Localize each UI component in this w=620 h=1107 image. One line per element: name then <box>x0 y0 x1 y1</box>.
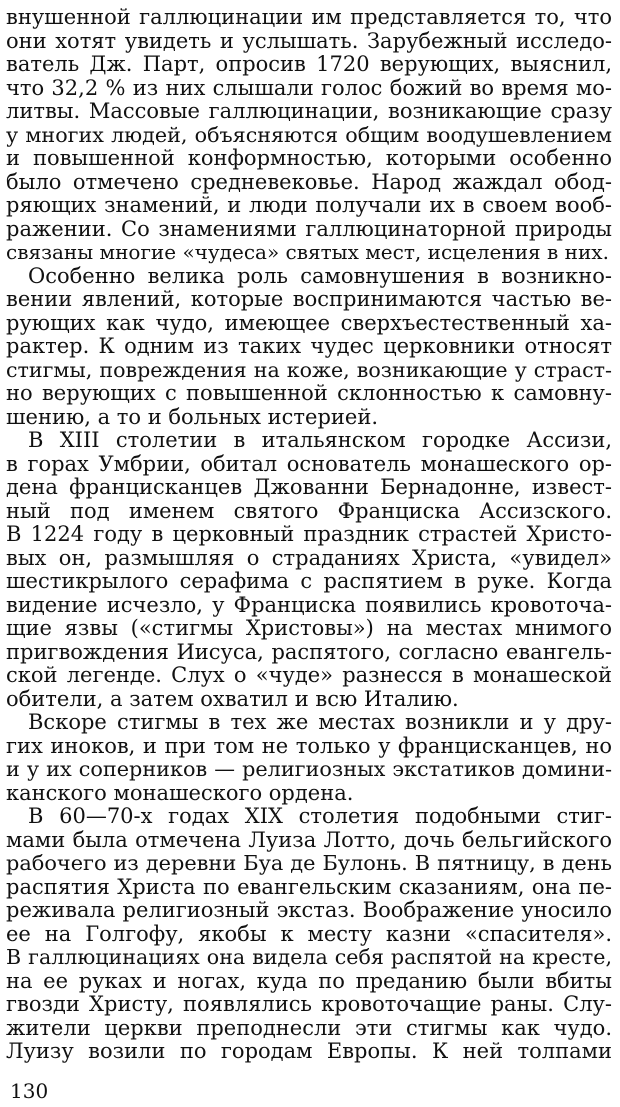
text-line: они хотят увидеть и услышать. Зарубежный исследо- <box>6 28 612 53</box>
text-line: ный под именем святого Франциска Ассизского. <box>6 498 612 523</box>
text-line: внушенной галлюцинации им представляется то, что <box>6 5 612 29</box>
text-line: ской легенде. Слух о «чуде» разнесся в монашеской <box>6 663 612 687</box>
text-line: было отмечено средневековье. Народ жаждал обод- <box>6 169 612 194</box>
text-line: у многих людей, объясняются общим воодушевлением <box>6 122 612 147</box>
text-line: реживала религиозный экстаз. Воображение уносило <box>6 898 612 922</box>
text-line: ватель Дж. Парт, опросив 1720 верующих, выяснил, <box>6 52 612 76</box>
text-line: рующих как чудо, имеющее сверхъестественный ха- <box>6 310 612 335</box>
book-page <box>6 4 612 1104</box>
text-line: видение исчезло, у Франциска появились кровоточа- <box>6 592 612 617</box>
text-line: и у их соперников — религиозных экстатиков домини- <box>6 757 612 781</box>
text-line: Вскоре стигмы в тех же местах возникли и у дру- <box>28 710 612 734</box>
text-line: стигмы, повреждения на коже, возникающие у страст- <box>6 357 612 382</box>
text-line: ее на Голгофу, якобы к месту казни «спасителя». <box>6 921 612 946</box>
text-line: литвы. Массовые галлюцинации, возникающие сразу <box>6 99 612 123</box>
text-line: В галлюцинациях она видела себя распятой на кресте, <box>6 945 612 969</box>
text-line: на ее руках и ногах, куда по преданию были вбиты <box>6 968 612 993</box>
text-line: что 32,2 % из них слышали голос божий во время мо- <box>6 75 612 100</box>
text-line: В XIII столетии в итальянском городке Ассизи, <box>28 428 612 452</box>
text-line: ражении. Со знамениями галлюцинаторной природы <box>6 216 612 241</box>
page-number: 130 <box>10 1079 49 1103</box>
text-line: гвозди Христу, появлялись кровоточащие раны. Слу- <box>6 992 612 1016</box>
text-line: распятия Христа по евангельским сказаниям, она пе- <box>6 874 612 899</box>
text-line: пригвождения Иисуса, распятого, согласно евангель- <box>6 639 612 664</box>
text-line: В 1224 году в церковный праздник страстей Христо- <box>6 522 612 546</box>
text-line: рактер. К одним из таких чудес церковники относят <box>6 334 612 358</box>
text-line: Луизу возили по городам Европы. К ней толпами <box>6 1039 612 1063</box>
text-line: вых он, размышляя о страданиях Христа, «увидел» <box>6 545 612 570</box>
text-line: связаны многие «чудеса» святых мест, исцеления в них. <box>6 240 609 264</box>
text-line: ряющих знамений, и люди получали их в своем вооб- <box>6 193 612 217</box>
text-line: вении явлений, которые воспринимаются частью ве- <box>6 287 612 311</box>
text-line: в горах Умбрии, обитал основатель монашеского ор- <box>6 451 612 476</box>
text-line: и повышенной конформностью, которыми особенно <box>6 146 612 170</box>
text-line: шестикрылого серафима с распятием в руке. Когда <box>6 569 612 593</box>
text-line: жители церкви преподнесли эти стигмы как чудо. <box>6 1015 612 1040</box>
text-line: щие язвы («стигмы Христовы») на местах мнимого <box>6 616 612 640</box>
text-line: рабочего из деревни Буа де Булонь. В пятницу, в день <box>6 851 612 875</box>
text-line: но верующих с повышенной склонностью к самовну- <box>6 381 612 405</box>
text-line: обители, а затем охватил и всю Италию. <box>6 686 459 711</box>
text-line: канского монашеского ордена. <box>6 780 354 805</box>
text-line: мами была отмечена Луиза Лотто, дочь бельгийского <box>6 827 612 852</box>
text-line: дена францисканцев Джованни Бернадонне, извест- <box>6 475 612 499</box>
text-line: В 60—70-х годах XIX столетия подобными стиг- <box>28 804 612 828</box>
text-line: шению, а то и больных истерией. <box>6 404 379 429</box>
text-line: гих иноков, и при том не только у францисканцев, но <box>6 733 612 758</box>
text-line: Особенно велика роль самовнушения в возникно- <box>28 263 612 288</box>
